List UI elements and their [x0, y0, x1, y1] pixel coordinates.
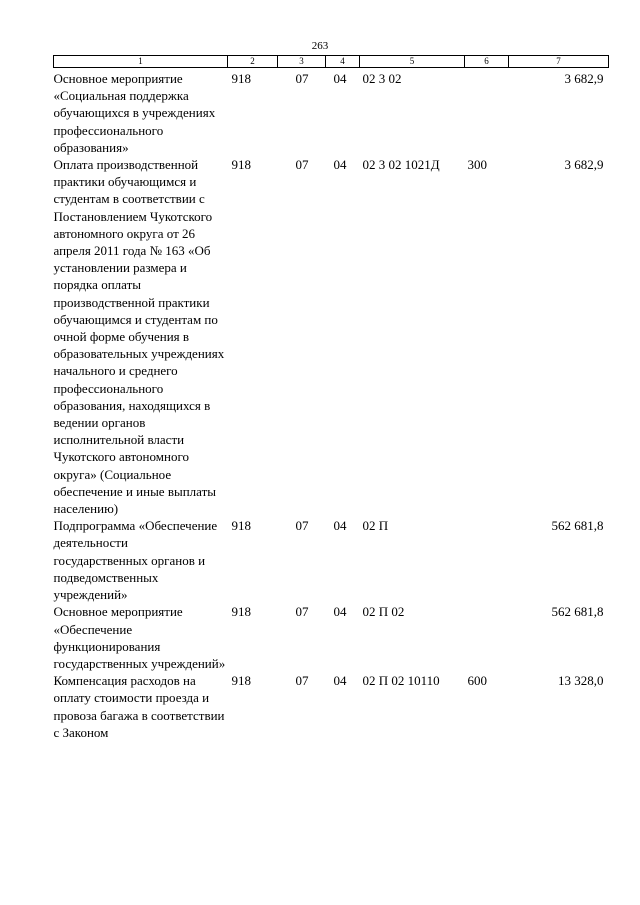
row-code-ministry: 918: [231, 71, 251, 86]
row-name: Основное мероприятие «Обеспечение функционирования государственных учреждений»: [53, 604, 226, 671]
column-header-7: 7: [509, 56, 609, 68]
row-amount: 3 682,9: [564, 71, 604, 86]
table-row: [54, 156, 609, 517]
row-code-section: 07: [295, 157, 309, 173]
column-header-5: 5: [360, 56, 465, 68]
row-code-expense-type: 300: [467, 157, 487, 173]
row-code-target: 02 П 02: [362, 604, 405, 620]
table-header: [54, 56, 609, 68]
column-header-1: 1: [54, 56, 228, 68]
table-row: [54, 517, 609, 603]
row-code-expense-type: [465, 603, 509, 672]
row-code-expense-type: 600: [467, 673, 487, 689]
budget-table: [53, 55, 609, 741]
row-name: Основное мероприятие «Социальная поддержка обучающихся в учреждениях профессионального образования»: [53, 71, 216, 155]
row-code-expense-type: [465, 68, 509, 157]
row-code-ministry: 918: [231, 604, 251, 620]
row-code-subsection: 04: [333, 673, 347, 689]
row-code-section: 07: [295, 673, 309, 689]
row-code-target: 02 П 02 10110: [362, 673, 440, 689]
row-code-ministry: 918: [231, 673, 251, 689]
row-name: Оплата производственной практики обучающимся и студентам в соответствии с Постановлением Чукотского автономного округа от 26 апреля 2011 года № 163 «Об установлении размера и порядка оплаты производственной практики обучающимся и студентам по очной форме обучения в образовательных учреждениях начального и среднего профессионального образования, находящихся в ведении органов исполнительной власти Чукотского автономного округа» (Социальное обеспечение и иные выплаты населению): [53, 157, 225, 517]
row-code-ministry: 918: [231, 518, 251, 534]
row-code-section: 07: [295, 518, 309, 534]
page-number: 263: [311, 40, 329, 52]
table-body: [54, 68, 609, 741]
table-row: [54, 672, 609, 741]
column-header-4: 4: [326, 56, 360, 68]
row-name: Подпрограмма «Обеспечение деятельности государственных органов и подведомственных учреждений»: [53, 518, 218, 603]
header-row: [54, 56, 609, 68]
column-header-2: 2: [228, 56, 278, 68]
row-code-subsection: 04: [333, 71, 347, 86]
row-amount: 562 681,8: [551, 518, 604, 534]
row-code-target: 02 3 02 1021Д: [362, 157, 440, 173]
table-row: [54, 603, 609, 672]
column-header-6: 6: [465, 56, 509, 68]
row-code-ministry: 918: [231, 157, 251, 173]
row-code-subsection: 04: [333, 518, 347, 534]
row-code-target: 02 3 02: [362, 71, 402, 86]
row-code-section: 07: [295, 71, 309, 86]
row-name: Компенсация расходов на оплату стоимости проезда и провоза багажа в соответствии с Законом: [53, 673, 225, 740]
row-code-subsection: 04: [333, 157, 347, 173]
row-code-subsection: 04: [333, 604, 347, 620]
row-code-target: 02 П: [362, 518, 389, 534]
row-code-section: 07: [295, 604, 309, 620]
row-amount: 562 681,8: [551, 604, 604, 620]
column-header-3: 3: [278, 56, 326, 68]
table-row: [54, 68, 609, 157]
row-amount: 3 682,9: [564, 157, 604, 173]
row-amount: 13 328,0: [558, 673, 604, 689]
row-code-expense-type: [465, 517, 509, 603]
